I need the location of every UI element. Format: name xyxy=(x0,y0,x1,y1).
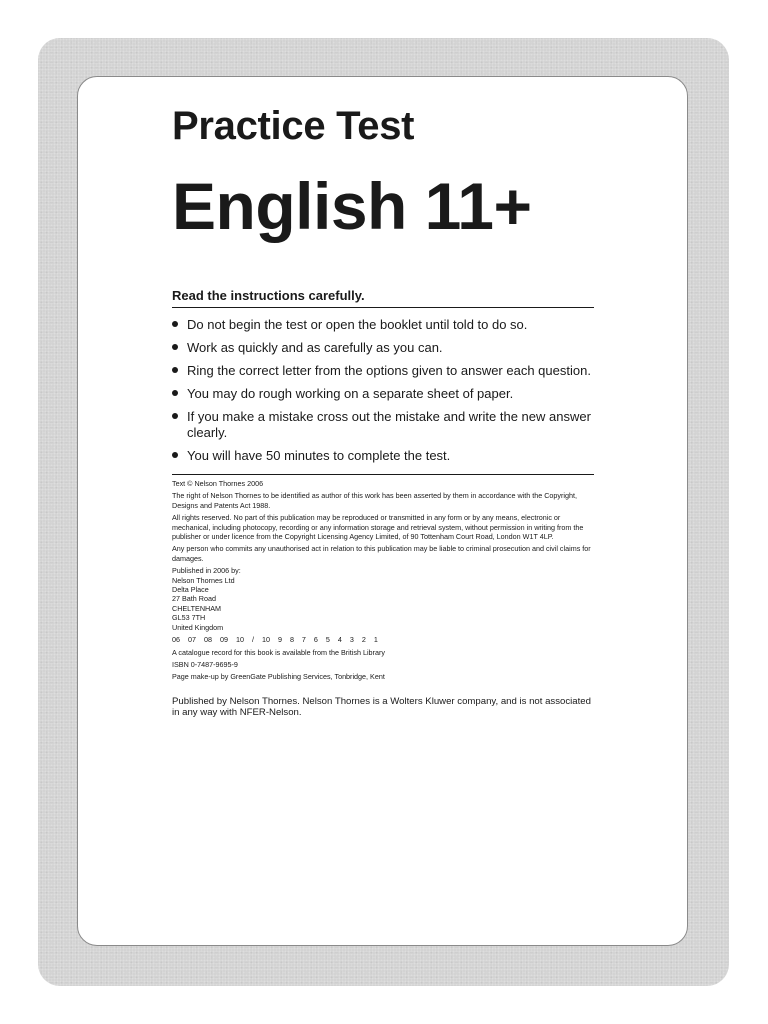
instruction-item xyxy=(172,340,594,356)
edition-numbers: 06 07 08 09 10 / 10 9 8 7 6 5 4 3 2 1 xyxy=(172,635,378,645)
catalogue-record: A catalogue record for this book is available from the British Library xyxy=(172,647,385,657)
address-line: CHELTENHAM xyxy=(172,603,221,613)
rights-reserved-text: All rights reserved. No part of this publication may be reproduced or transmitted in any form or by any means, electronic or mechanical, including photocopy, recording or any information storage and retrieval system, without permission in writing from the publisher or under licence from the Copyright Licensing Agency Limited, of 90 Tottenham Court Road, London W1T 4LP. xyxy=(172,513,584,542)
instruction-item xyxy=(172,448,594,464)
address-line: 27 Bath Road xyxy=(172,594,216,604)
liability-text: Any person who commits any unauthorised act in relation to this publication may be liable to criminal prosecution and civil claims for damages. xyxy=(172,544,591,563)
legal-fine-print xyxy=(172,475,594,682)
instructions-list xyxy=(172,308,594,475)
bullet-icon xyxy=(172,321,178,327)
address-line: GL53 7TH xyxy=(172,613,206,623)
instruction-text: If you make a mistake cross out the mistake and write the new answer clearly. xyxy=(187,409,591,440)
instruction-item xyxy=(172,386,594,402)
address-line: Nelson Thornes Ltd xyxy=(172,575,235,585)
bullet-icon xyxy=(172,390,178,396)
instruction-text: Do not begin the test or open the booklet until told to do so. xyxy=(187,317,528,332)
bullet-icon xyxy=(172,452,178,458)
moral-rights-text: The right of Nelson Thornes to be identified as author of this work has been asserted by them in accordance with the Copyright, Designs and Patents Act 1988. xyxy=(172,491,577,510)
instruction-text: Work as quickly and as carefully as you can. xyxy=(187,340,443,355)
page-title-large: English 11+ xyxy=(172,169,532,243)
cover-content xyxy=(172,100,594,718)
copyright-line: Text © Nelson Thornes 2006 xyxy=(172,479,264,488)
instruction-item xyxy=(172,409,594,441)
page-makeup-credit: Page make-up by GreenGate Publishing Services, Tonbridge, Kent xyxy=(172,672,385,682)
bullet-icon xyxy=(172,413,178,419)
publisher-address xyxy=(172,566,594,632)
published-by-label: Published in 2006 by: xyxy=(172,566,241,576)
bullet-icon xyxy=(172,344,178,350)
instruction-item xyxy=(172,363,594,379)
instruction-text: Ring the correct letter from the options given to answer each question. xyxy=(187,363,591,378)
bullet-icon xyxy=(172,367,178,373)
page-title-small: Practice Test xyxy=(172,104,415,148)
instructions-heading: Read the instructions carefully. xyxy=(172,288,594,308)
publisher-note: Published by Nelson Thornes. Nelson Thornes is a Wolters Kluwer company, and is not associated in any way with NFER-Nelson. xyxy=(172,695,591,718)
address-line: United Kingdom xyxy=(172,622,224,632)
instruction-text: You will have 50 minutes to complete the test. xyxy=(187,448,451,463)
isbn: ISBN 0-7487-9695-9 xyxy=(172,659,238,669)
instruction-item xyxy=(172,317,594,333)
address-line: Delta Place xyxy=(172,585,209,595)
instruction-text: You may do rough working on a separate sheet of paper. xyxy=(187,386,514,401)
